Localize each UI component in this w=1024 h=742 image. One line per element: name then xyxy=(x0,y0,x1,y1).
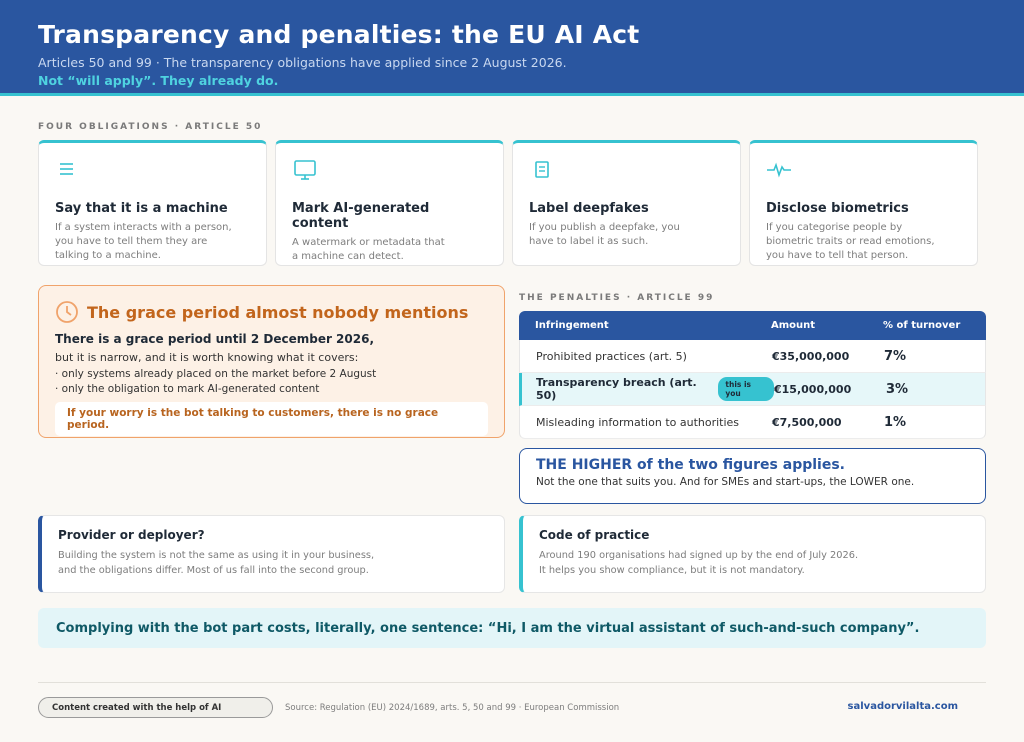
note-title: Code of practice xyxy=(539,528,650,542)
percent-cell: 1% xyxy=(884,414,907,430)
obligation-desc-line: A watermark or metadata that xyxy=(292,237,445,248)
obligation-desc-line: If a system interacts with a person, xyxy=(55,222,232,233)
note-desc xyxy=(539,548,969,578)
obligation-title: Mark AI-generated content xyxy=(292,201,430,231)
obligation-desc-line: biometric traits or read emotions, xyxy=(766,236,935,247)
grace-callout: If your worry is the bot talking to customers, there is no grace period. xyxy=(55,402,488,436)
amount-cell: €35,000,000 xyxy=(772,349,850,363)
penalties-label: THE PENALTIES · ARTICLE 99 xyxy=(519,293,715,303)
pulse-icon xyxy=(766,157,792,183)
note-desc-line: It helps you show compliance, but it is not mandatory. xyxy=(539,565,805,576)
grace-bullet: · only the obligation to mark AI-generated content xyxy=(55,383,320,395)
obligations-label: FOUR OBLIGATIONS · ARTICLE 50 xyxy=(38,122,263,132)
page-title: Transparency and penalties: the EU AI Act xyxy=(38,20,640,49)
grace-bullet: · only systems already placed on the market before 2 August xyxy=(55,368,377,380)
obligation-desc-line: you have to tell them they are xyxy=(55,236,208,247)
obligation-desc xyxy=(55,221,250,263)
column-header: Amount xyxy=(771,320,816,331)
table-row xyxy=(519,406,986,439)
obligation-title: Label deepfakes xyxy=(529,201,649,216)
clock-icon xyxy=(55,300,79,324)
site-link[interactable]: salvadorvilalta.com xyxy=(847,701,958,712)
grace-title-row xyxy=(55,300,488,324)
list-icon xyxy=(55,157,81,183)
source-note: Source: Regulation (EU) 2024/1689, arts. 5, 50 and 99 · European Commission xyxy=(285,703,620,713)
provider-deployer-note xyxy=(38,515,505,593)
obligation-card xyxy=(275,140,504,266)
infringement-cell: Misleading information to authorities xyxy=(536,415,740,429)
obligation-title: Say that it is a machine xyxy=(55,201,228,216)
ai-disclosure-pill: Content created with the help of AI xyxy=(38,697,273,718)
note-desc-line: Around 190 organisations had signed up by the end of July 2026. xyxy=(539,550,859,561)
obligation-title: Disclose biometrics xyxy=(766,201,909,216)
obligation-desc xyxy=(766,221,961,263)
page-kicker: Not “will apply”. They already do. xyxy=(38,73,279,88)
infringement-cell: Prohibited practices (art. 5) xyxy=(536,349,687,363)
obligation-desc-line: talking to a machine. xyxy=(55,250,161,261)
note-title: Provider or deployer? xyxy=(58,528,205,542)
grace-title: The grace period almost nobody mentions xyxy=(87,302,469,322)
table-header xyxy=(519,311,986,340)
footer-divider xyxy=(38,682,986,683)
note-desc xyxy=(58,548,488,578)
note-desc-line: Building the system is not the same as using it in your business, xyxy=(58,550,375,561)
note-desc-line: and the obligations differ. Most of us fall into the second group. xyxy=(58,565,369,576)
obligation-card xyxy=(512,140,741,266)
grace-text: but it is narrow, and it is worth knowing what it covers: xyxy=(55,351,359,364)
code-of-practice-note xyxy=(519,515,986,593)
this-is-you-badge: this is you xyxy=(718,377,774,401)
obligation-desc-line: If you publish a deepfake, you xyxy=(529,222,680,233)
document-icon xyxy=(529,157,555,183)
higher-title: THE HIGHER of the two figures applies. xyxy=(536,457,845,473)
summary-banner: Complying with the bot part costs, literally, one sentence: “Hi, I am the virtual assistant of such-and-such company”. xyxy=(38,608,986,648)
higher-text: Not the one that suits you. And for SMEs and start-ups, the LOWER one. xyxy=(536,476,915,488)
obligation-desc xyxy=(292,236,487,264)
grace-period-card xyxy=(38,285,505,438)
column-header: Infringement xyxy=(535,320,609,331)
obligation-desc xyxy=(529,221,724,249)
infringement-text: Transparency breach (art. 50) xyxy=(536,376,697,402)
percent-cell: 3% xyxy=(886,381,909,397)
amount-cell: €7,500,000 xyxy=(772,415,842,429)
percent-cell: 7% xyxy=(884,348,907,364)
obligation-desc-line: you have to tell that person. xyxy=(766,250,909,261)
penalties-table xyxy=(519,311,986,439)
column-header: % of turnover xyxy=(883,320,961,331)
table-row xyxy=(519,340,986,373)
obligation-desc-line: If you categorise people by xyxy=(766,222,903,233)
higher-figure-note xyxy=(519,448,986,504)
grace-lead: There is a grace period until 2 December 2026, xyxy=(55,332,375,346)
obligation-desc-line: have to label it as such. xyxy=(529,236,649,247)
obligation-card xyxy=(38,140,267,266)
page-subtitle: Articles 50 and 99 · The transparency obligations have applied since 2 August 2026. xyxy=(38,55,567,70)
page-header xyxy=(0,0,1024,96)
obligation-card xyxy=(749,140,978,266)
obligation-desc-line: a machine can detect. xyxy=(292,251,404,262)
table-row-highlighted xyxy=(519,373,986,406)
infringement-cell xyxy=(522,376,774,402)
monitor-icon xyxy=(292,157,318,183)
amount-cell: €15,000,000 xyxy=(774,382,852,396)
